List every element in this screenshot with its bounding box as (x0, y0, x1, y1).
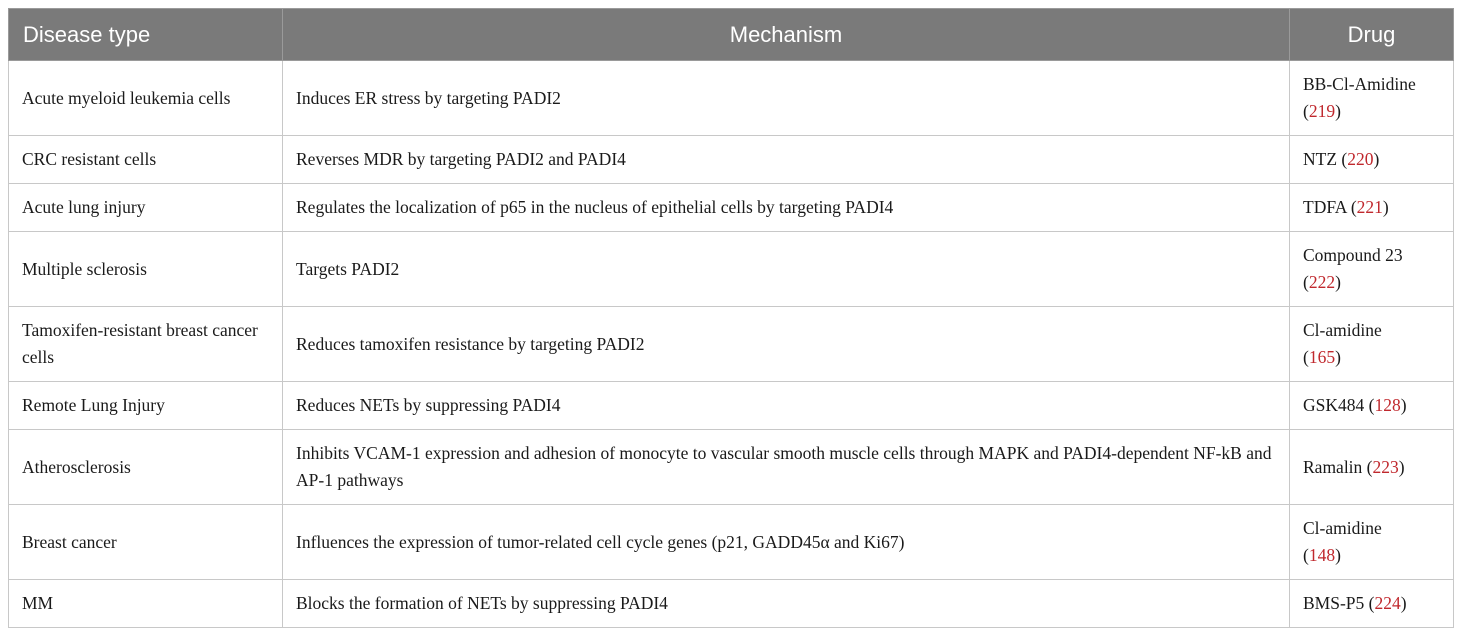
cell-disease-type: Tamoxifen-resistant breast cancer cells (9, 307, 283, 382)
table-container (8, 8, 1453, 628)
cell-drug: Cl-amidine (148) (1290, 505, 1454, 580)
cell-disease-type: Acute myeloid leukemia cells (9, 61, 283, 136)
cell-mechanism: Reduces NETs by suppressing PADI4 (283, 382, 1290, 430)
cell-mechanism: Reverses MDR by targeting PADI2 and PADI4 (283, 136, 1290, 184)
drug-name: TDFA (1303, 197, 1347, 217)
cell-disease-type: Multiple sclerosis (9, 232, 283, 307)
drug-name: Cl-amidine (1303, 518, 1382, 538)
header-mechanism: Mechanism (283, 9, 1290, 61)
cell-drug: Cl-amidine (165) (1290, 307, 1454, 382)
table-row (9, 505, 1454, 580)
cell-drug: NTZ (220) (1290, 136, 1454, 184)
table-row (9, 184, 1454, 232)
header-drug: Drug (1290, 9, 1454, 61)
cell-drug: GSK484 (128) (1290, 382, 1454, 430)
cell-mechanism: Inhibits VCAM-1 expression and adhesion of monocyte to vascular smooth muscle cells through MAPK and PADI4-dependent NF-kB and AP-1 pathways (283, 430, 1290, 505)
citation-link[interactable]: 224 (1374, 593, 1401, 613)
cell-drug: Ramalin (223) (1290, 430, 1454, 505)
drug-name: Compound 23 (1303, 245, 1403, 265)
table-row (9, 61, 1454, 136)
cell-drug: BMS-P5 (224) (1290, 580, 1454, 628)
citation-link[interactable]: 148 (1308, 545, 1336, 565)
drug-name: BMS-P5 (1303, 593, 1365, 613)
drug-name: NTZ (1303, 149, 1338, 169)
cell-drug: BB-Cl-Amidine (219) (1290, 61, 1454, 136)
citation-link[interactable]: 223 (1372, 456, 1399, 477)
cell-mechanism: Targets PADI2 (283, 232, 1290, 307)
cell-disease-type: MM (9, 580, 283, 628)
citation-link[interactable]: 222 (1308, 272, 1336, 292)
drug-name: GSK484 (1303, 395, 1365, 415)
citation-link[interactable]: 221 (1356, 197, 1383, 217)
cell-drug: Compound 23 (222) (1290, 232, 1454, 307)
table-row (9, 580, 1454, 628)
citation-link[interactable]: 165 (1308, 347, 1336, 367)
table-header (9, 9, 1454, 61)
table-row (9, 430, 1454, 505)
table-row (9, 382, 1454, 430)
citation-link[interactable]: 219 (1308, 101, 1336, 121)
cell-disease-type: Acute lung injury (9, 184, 283, 232)
citation-link[interactable]: 128 (1374, 395, 1401, 415)
cell-mechanism: Reduces tamoxifen resistance by targeting PADI2 (283, 307, 1290, 382)
table-row (9, 136, 1454, 184)
cell-disease-type: Remote Lung Injury (9, 382, 283, 430)
table-row (9, 232, 1454, 307)
cell-disease-type: Breast cancer (9, 505, 283, 580)
header-disease-type: Disease type (9, 9, 283, 61)
cell-mechanism: Regulates the localization of p65 in the nucleus of epithelial cells by targeting PADI4 (283, 184, 1290, 232)
table-row (9, 307, 1454, 382)
drug-name: BB-Cl-Amidine (1303, 74, 1416, 94)
cell-drug: TDFA (221) (1290, 184, 1454, 232)
cell-mechanism: Induces ER stress by targeting PADI2 (283, 61, 1290, 136)
cell-disease-type: CRC resistant cells (9, 136, 283, 184)
citation-link[interactable]: 220 (1347, 149, 1374, 169)
table-body (9, 61, 1454, 628)
data-table (8, 8, 1454, 628)
cell-mechanism: Blocks the formation of NETs by suppressing PADI4 (283, 580, 1290, 628)
header-row (9, 9, 1454, 61)
drug-name: Ramalin (1303, 456, 1363, 477)
cell-disease-type: Atherosclerosis (9, 430, 283, 505)
cell-mechanism: Influences the expression of tumor-related cell cycle genes (p21, GADD45α and Ki67) (283, 505, 1290, 580)
drug-name: Cl-amidine (1303, 320, 1382, 340)
